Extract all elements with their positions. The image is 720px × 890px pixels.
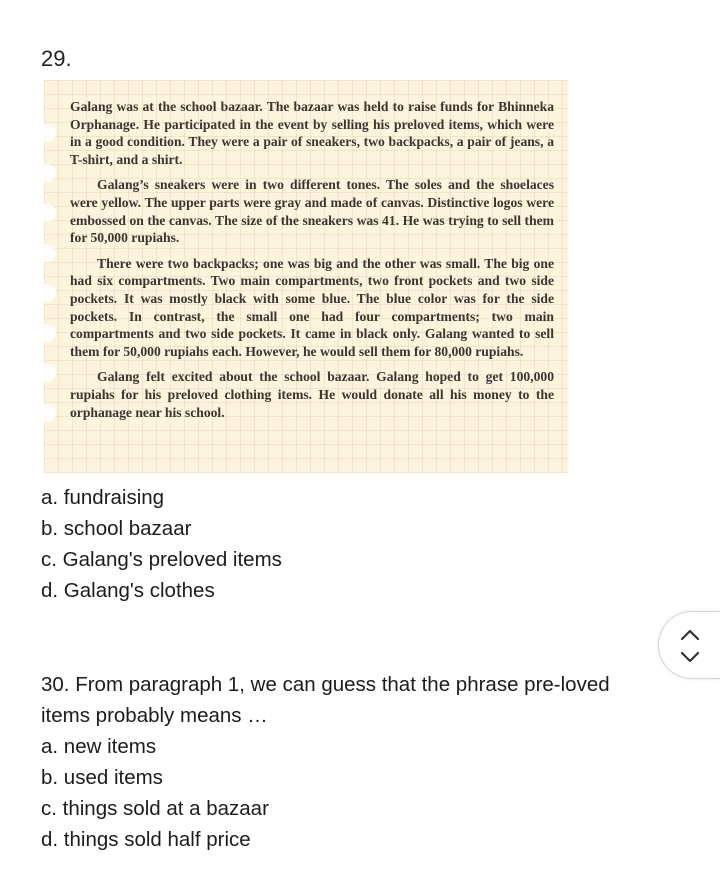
decorative-dot [38, 404, 56, 422]
passage-paragraph-3: There were two backpacks; one was big and the other was small. The big one had six compartments. Two main compartments, two front pockets and two side pockets. It was mostly black with some blue. The blue color was for the side pockets. In contrast, the small one had four compartments; two main compartments and two side pockets. It came in black only. Galang wanted to sell them for 50,000 rupiahs each. However, he would sell them for 80,000 rupiahs. [70, 255, 554, 359]
decorative-dot [38, 364, 56, 382]
question-29-number: 29. [41, 46, 72, 71]
passage-paragraph-1: Galang was at the school bazaar. The bazaar was held to raise funds for Bhinneka Orphanage. He participated in the event by selling his preloved items, which were in a good condition. They were a pair of sneakers, two backpacks, a pair of jeans, a T-shirt, and a shirt. [70, 99, 554, 167]
option-b[interactable]: b. school bazaar [41, 517, 192, 540]
reading-passage-image [44, 80, 568, 473]
question-29-options [41, 482, 282, 606]
option-c[interactable]: c. Galang's preloved items [41, 548, 282, 571]
decorative-dot [38, 204, 56, 222]
option-d[interactable]: d. things sold half price [41, 828, 251, 851]
question-30-text: 30. From paragraph 1, we can guess that the phrase pre-loved items probably means … [41, 673, 610, 727]
decorative-dot [38, 244, 56, 262]
decorative-dot [38, 124, 56, 142]
decorative-dot [38, 324, 56, 342]
passage-paragraph-4: Galang felt excited about the school bazaar. Galang hoped to get 100,000 rupiahs for his preloved clothing items. He would donate all his money to the orphanage near his school. [70, 369, 554, 420]
chevron-down-icon[interactable] [679, 650, 701, 664]
option-b[interactable]: b. used items [41, 766, 163, 789]
question-30-options [41, 731, 269, 855]
passage-paragraph-2: Galang’s sneakers were in two different tones. The soles and the shoelaces were yellow. The upper parts were gray and made of canvas. Distinctive logos were embossed on the canvas. The size of the sneakers was 41. He was trying to sell them for 50,000 rupiahs. [70, 177, 554, 246]
decorative-dot [38, 284, 56, 302]
chevron-up-icon[interactable] [679, 628, 701, 642]
option-d[interactable]: d. Galang's clothes [41, 579, 215, 602]
page-navigation-control [658, 611, 720, 679]
decorative-dot [38, 164, 56, 182]
option-a[interactable]: a. fundraising [41, 486, 165, 509]
option-c[interactable]: c. things sold at a bazaar [41, 797, 269, 820]
option-a[interactable]: a. new items [41, 735, 157, 758]
